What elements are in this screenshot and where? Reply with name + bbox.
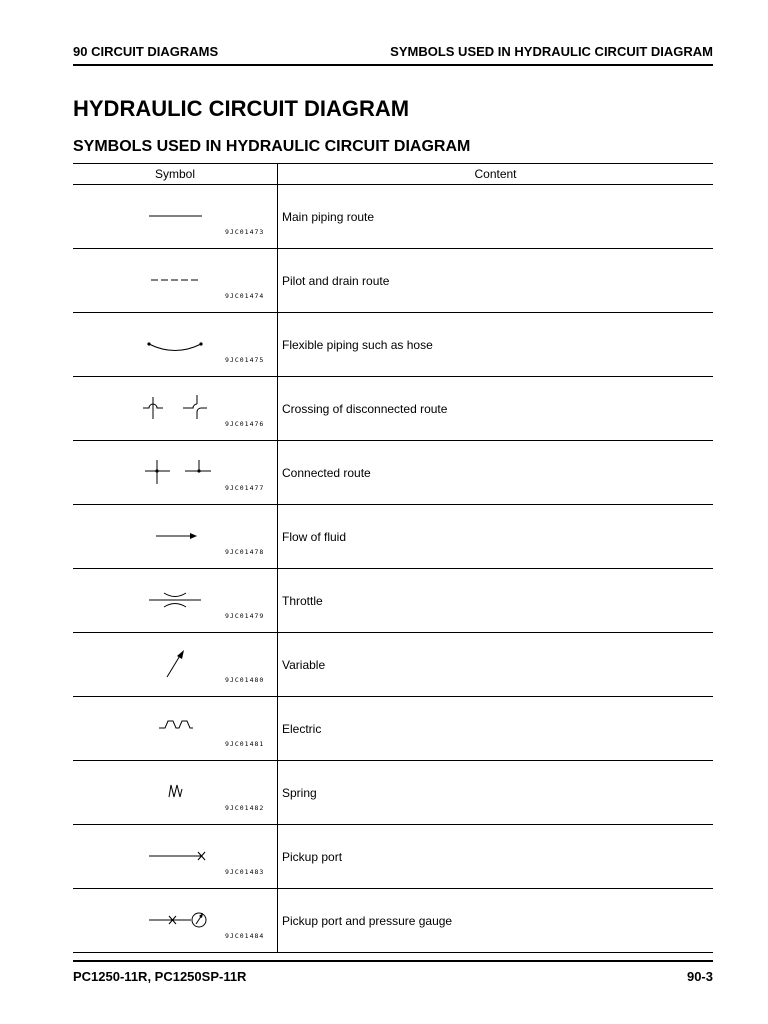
content-cell: Spring [278, 761, 714, 825]
connected-route-icon [73, 441, 277, 504]
column-header-symbol: Symbol [73, 164, 278, 185]
pilot-drain-route-icon [73, 249, 277, 312]
table-row [73, 569, 713, 633]
pickup-port-gauge-icon [73, 889, 277, 952]
symbol-cell [73, 313, 278, 377]
flow-arrow-icon [73, 505, 277, 568]
table-row [73, 889, 713, 953]
symbol-cell [73, 825, 278, 889]
content-cell: Pickup port [278, 825, 714, 889]
table-row [73, 633, 713, 697]
table-row [73, 441, 713, 505]
figure-code: 9JC01474 [225, 292, 265, 300]
figure-code: 9JC01480 [225, 676, 265, 684]
content-cell: Flexible piping such as hose [278, 313, 714, 377]
symbol-cell [73, 441, 278, 505]
table-row [73, 185, 713, 249]
main-piping-route-icon [73, 185, 277, 248]
symbol-cell [73, 185, 278, 249]
pickup-port-icon [73, 825, 277, 888]
figure-code: 9JC01476 [225, 420, 265, 428]
symbol-cell [73, 761, 278, 825]
symbol-cell [73, 569, 278, 633]
figure-code: 9JC01483 [225, 868, 265, 876]
symbol-cell [73, 505, 278, 569]
table-row [73, 505, 713, 569]
variable-arrow-icon [73, 633, 277, 696]
content-cell: Variable [278, 633, 714, 697]
page-title: HYDRAULIC CIRCUIT DIAGRAM [73, 96, 410, 121]
symbol-cell [73, 377, 278, 441]
table-header-row [73, 164, 713, 185]
symbol-cell [73, 633, 278, 697]
running-header [73, 42, 713, 66]
content-cell: Main piping route [278, 185, 714, 249]
table-row [73, 761, 713, 825]
table-row [73, 825, 713, 889]
figure-code: 9JC01475 [225, 356, 265, 364]
content-cell: Flow of fluid [278, 505, 714, 569]
figure-code: 9JC01473 [225, 228, 265, 236]
table-row [73, 377, 713, 441]
figure-code: 9JC01479 [225, 612, 265, 620]
running-footer [73, 960, 713, 984]
figure-code: 9JC01478 [225, 548, 265, 556]
chapter-label: 90 CIRCUIT DIAGRAMS [73, 44, 219, 59]
table-row [73, 697, 713, 761]
column-header-content: Content [278, 164, 714, 185]
model-label: PC1250-11R, PC1250SP-11R [73, 969, 247, 984]
section-label: SYMBOLS USED IN HYDRAULIC CIRCUIT DIAGRAM [390, 44, 713, 59]
content-cell: Electric [278, 697, 714, 761]
content-cell: Crossing of disconnected route [278, 377, 714, 441]
page-number: 90-3 [686, 969, 713, 984]
content-cell: Throttle [278, 569, 714, 633]
section-title: SYMBOLS USED IN HYDRAULIC CIRCUIT DIAGRAM [73, 138, 471, 155]
figure-code: 9JC01482 [225, 804, 265, 812]
content-cell: Pickup port and pressure gauge [282, 913, 453, 928]
figure-code: 9JC01477 [225, 484, 265, 492]
symbol-cell [73, 249, 278, 313]
crossing-disconnected-icon [73, 377, 277, 440]
table-row [73, 249, 713, 313]
symbol-cell [73, 697, 278, 761]
throttle-icon [73, 569, 277, 632]
table-row [73, 313, 713, 377]
spring-icon [73, 761, 277, 824]
flexible-piping-icon [73, 313, 277, 376]
symbol-cell [73, 889, 278, 953]
figure-code: 9JC01484 [225, 932, 265, 940]
symbol-table [73, 163, 713, 953]
content-cell: Pilot and drain route [278, 249, 714, 313]
content-cell: Connected route [278, 441, 714, 505]
electric-signal-icon [73, 697, 277, 760]
figure-code: 9JC01481 [225, 740, 265, 748]
